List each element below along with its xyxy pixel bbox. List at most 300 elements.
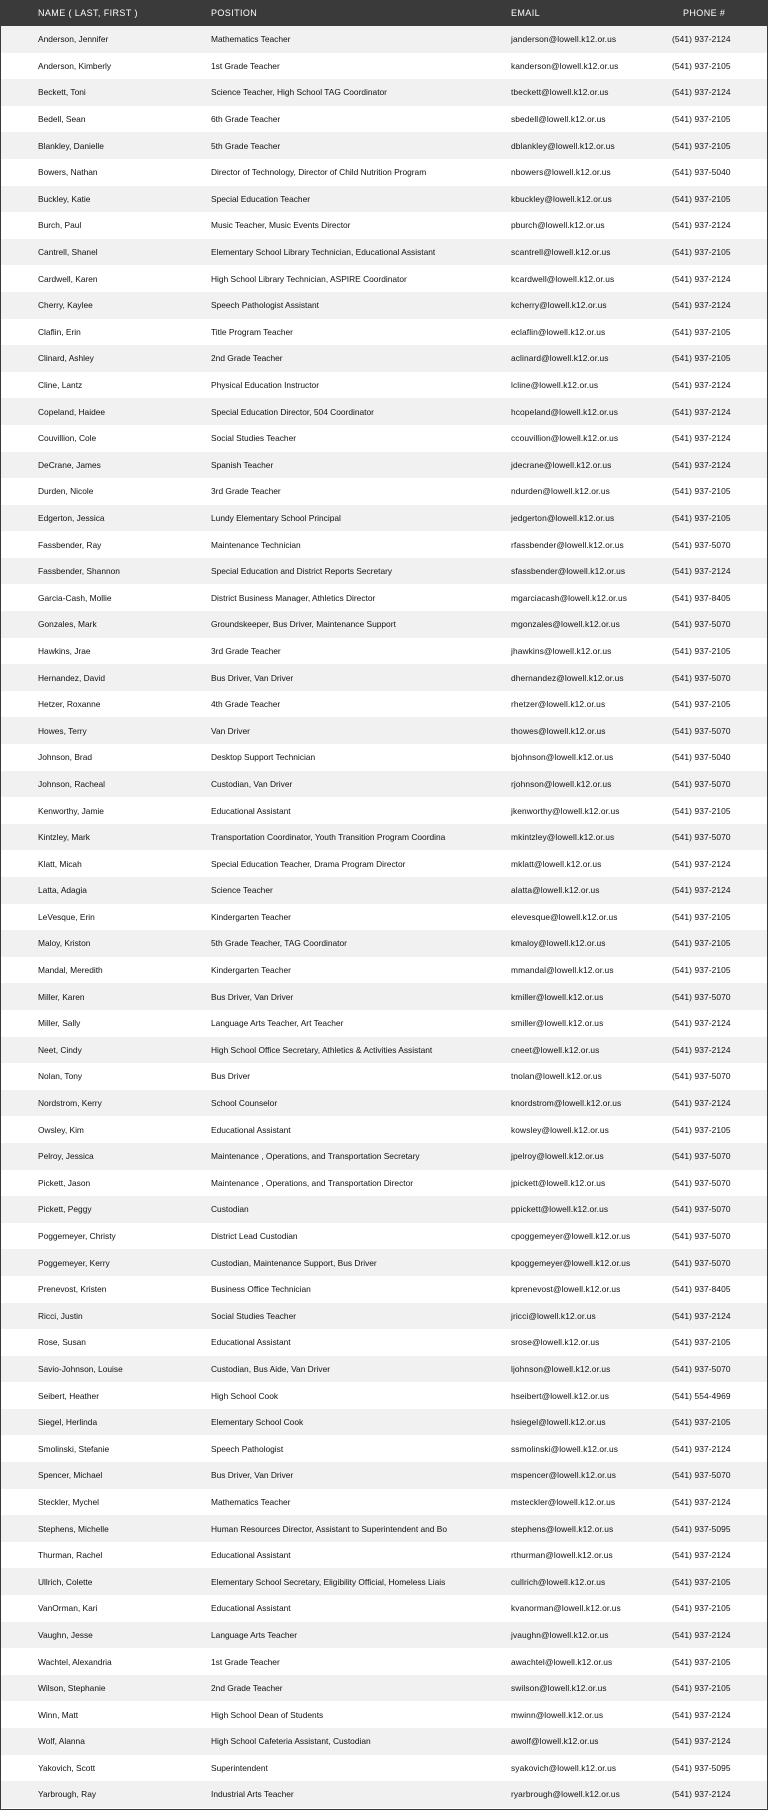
cell-email[interactable]: knordstrom@lowell.k12.or.us [511, 1098, 622, 1109]
cell-position: Science Teacher, High School TAG Coordinator [211, 87, 387, 98]
cell-position: 5th Grade Teacher [211, 140, 281, 151]
cell-phone[interactable]: (541) 937-2124 [672, 1310, 731, 1321]
table-row [0, 1037, 768, 1064]
cell-name: Nolan, Tony [38, 1071, 83, 1082]
cell-name: Pickett, Jason [38, 1177, 91, 1188]
cell-name: Copeland, Haidee [38, 406, 106, 417]
cell-phone[interactable]: (541) 937-2124 [672, 1044, 731, 1055]
cell-position: 5th Grade Teacher, TAG Coordinator [211, 938, 347, 949]
cell-position: Educational Assistant [211, 1337, 291, 1348]
cell-phone[interactable]: (541) 937-2105 [672, 486, 731, 497]
cell-email[interactable]: cneet@lowell.k12.or.us [511, 1044, 600, 1055]
table-row [0, 691, 768, 718]
cell-phone[interactable]: (541) 937-5095 [672, 1523, 731, 1534]
table-row [0, 1223, 768, 1250]
cell-email[interactable]: sbedell@lowell.k12.or.us [511, 114, 606, 125]
cell-phone[interactable]: (541) 937-5040 [672, 752, 731, 763]
cell-email[interactable]: nbowers@lowell.k12.or.us [511, 167, 611, 178]
table-body [0, 26, 768, 1808]
cell-name: Poggemeyer, Kerry [38, 1257, 110, 1268]
cell-email[interactable]: kpoggemeyer@lowell.k12.or.us [511, 1257, 631, 1268]
cell-phone[interactable]: (541) 937-2124 [672, 87, 731, 98]
cell-position: District Business Manager, Athletics Director [211, 592, 376, 603]
cell-email[interactable]: jricci@lowell.k12.or.us [511, 1310, 596, 1321]
cell-email[interactable]: aclinard@lowell.k12.or.us [511, 353, 609, 364]
cell-name: Cardwell, Karen [38, 273, 98, 284]
cell-position: Custodian, Maintenance Support, Bus Driver [211, 1257, 377, 1268]
table-header [0, 0, 768, 26]
cell-phone[interactable]: (541) 937-5070 [672, 1071, 731, 1082]
cell-name: Beckett, Toni [38, 87, 86, 98]
cell-phone[interactable]: (541) 937-2124 [672, 1789, 731, 1800]
cell-position: Kindergarten Teacher [211, 965, 291, 976]
cell-name: Cherry, Kaylee [38, 300, 93, 311]
cell-email[interactable]: mspencer@lowell.k12.or.us [511, 1470, 617, 1481]
column-header-phone[interactable]: PHONE # [683, 8, 726, 18]
table-row [0, 1755, 768, 1782]
table-row [0, 1196, 768, 1223]
cell-phone[interactable]: (541) 937-2124 [672, 300, 731, 311]
cell-phone[interactable]: (541) 937-2124 [672, 1709, 731, 1720]
cell-name: Wilson, Stephanie [38, 1683, 106, 1694]
cell-name: Seibert, Heather [38, 1390, 99, 1401]
table-row [0, 1622, 768, 1649]
cell-position: Desktop Support Technician [211, 752, 316, 763]
cell-name: Spencer, Michael [38, 1470, 103, 1481]
table-row [0, 584, 768, 611]
cell-position: Educational Assistant [211, 1550, 291, 1561]
cell-name: Yarbrough, Ray [38, 1789, 97, 1800]
cell-name: Stephens, Michelle [38, 1523, 109, 1534]
cell-position: District Lead Custodian [211, 1231, 298, 1242]
cell-phone[interactable]: (541) 937-2124 [672, 380, 731, 391]
table-row [0, 1356, 768, 1383]
table-row [0, 850, 768, 877]
cell-email[interactable]: kprenevost@lowell.k12.or.us [511, 1284, 621, 1295]
cell-email[interactable]: ppickett@lowell.k12.or.us [511, 1204, 609, 1215]
cell-phone[interactable]: (541) 937-2124 [672, 459, 731, 470]
table-row [0, 877, 768, 904]
cell-phone[interactable]: (541) 937-5070 [672, 1470, 731, 1481]
cell-name: Cantrell, Shanel [38, 247, 98, 258]
cell-phone[interactable]: (541) 937-2105 [672, 60, 731, 71]
column-header-name[interactable]: NAME ( LAST, FIRST ) [38, 8, 138, 18]
cell-phone[interactable]: (541) 937-8405 [672, 592, 731, 603]
cell-email[interactable]: ccouvillion@lowell.k12.or.us [511, 433, 619, 444]
cell-name: Winn, Matt [38, 1709, 79, 1720]
table-row [0, 744, 768, 771]
cell-position: Groundskeeper, Bus Driver, Maintenance Support [211, 619, 396, 630]
cell-email[interactable]: smiller@lowell.k12.or.us [511, 1018, 604, 1029]
cell-phone[interactable]: (541) 937-2105 [672, 326, 731, 337]
cell-phone[interactable]: (541) 937-5070 [672, 619, 731, 630]
cell-email[interactable]: ljohnson@lowell.k12.or.us [511, 1363, 611, 1374]
cell-name: Couvillion, Cole [38, 433, 97, 444]
cell-name: Johnson, Brad [38, 752, 93, 763]
cell-email[interactable]: thowes@lowell.k12.or.us [511, 725, 606, 736]
cell-name: Cline, Lantz [38, 380, 83, 391]
cell-email[interactable]: rhetzer@lowell.k12.or.us [511, 699, 606, 710]
cell-email[interactable]: mwinn@lowell.k12.or.us [511, 1709, 604, 1720]
cell-email[interactable]: mgarciacash@lowell.k12.or.us [511, 592, 628, 603]
cell-position: Transportation Coordinator, Youth Transition Program Coordina [211, 832, 446, 843]
table-row [0, 1462, 768, 1489]
table-row [0, 1515, 768, 1542]
cell-name: Fassbender, Shannon [38, 566, 120, 577]
cell-name: Pickett, Peggy [38, 1204, 92, 1215]
cell-name: Ricci, Justin [38, 1310, 83, 1321]
cell-email[interactable]: elevesque@lowell.k12.or.us [511, 911, 618, 922]
cell-phone[interactable]: (541) 937-2124 [672, 1443, 731, 1454]
cell-phone[interactable]: (541) 937-2105 [672, 1124, 731, 1135]
cell-phone[interactable]: (541) 937-2105 [672, 114, 731, 125]
cell-email[interactable]: kvanorman@lowell.k12.or.us [511, 1603, 621, 1614]
cell-name: VanOrman, Kari [38, 1603, 98, 1614]
cell-phone[interactable]: (541) 937-2105 [672, 699, 731, 710]
cell-phone[interactable]: (541) 937-2105 [672, 353, 731, 364]
table-row [0, 292, 768, 319]
cell-email[interactable]: dblankley@lowell.k12.or.us [511, 140, 615, 151]
cell-name: Claflin, Erin [38, 326, 81, 337]
cell-email[interactable]: jpickett@lowell.k12.or.us [511, 1177, 606, 1188]
cell-email[interactable]: awachtel@lowell.k12.or.us [511, 1656, 613, 1667]
cell-position: 6th Grade Teacher [211, 114, 281, 125]
cell-position: 3rd Grade Teacher [211, 645, 281, 656]
cell-email[interactable]: srose@lowell.k12.or.us [511, 1337, 600, 1348]
cell-phone[interactable]: (541) 937-2124 [672, 1629, 731, 1640]
cell-position: Bus Driver [211, 1071, 251, 1082]
cell-position: High School Cafeteria Assistant, Custodian [211, 1736, 371, 1747]
cell-name: Rose, Susan [38, 1337, 86, 1348]
cell-position: Bus Driver, Van Driver [211, 991, 294, 1002]
cell-phone[interactable]: (541) 937-2124 [672, 1098, 731, 1109]
table-row [0, 53, 768, 80]
table-row [0, 1781, 768, 1808]
table-row [0, 824, 768, 851]
cell-email[interactable]: ndurden@lowell.k12.or.us [511, 486, 610, 497]
cell-position: Social Studies Teacher [211, 433, 297, 444]
cell-position: Elementary School Cook [211, 1417, 304, 1428]
cell-email[interactable]: stephens@lowell.k12.or.us [511, 1523, 614, 1534]
cell-email[interactable]: cullrich@lowell.k12.or.us [511, 1576, 606, 1587]
cell-email[interactable]: sfassbender@lowell.k12.or.us [511, 566, 626, 577]
cell-phone[interactable]: (541) 937-2105 [672, 645, 731, 656]
cell-phone[interactable]: (541) 937-2105 [672, 911, 731, 922]
cell-email[interactable]: dhernandez@lowell.k12.or.us [511, 672, 624, 683]
table-row [0, 983, 768, 1010]
table-row [0, 1648, 768, 1675]
cell-phone[interactable]: (541) 937-2105 [672, 965, 731, 976]
cell-position: Title Program Teacher [211, 326, 293, 337]
cell-name: Wolf, Alanna [38, 1736, 85, 1747]
cell-position: Physical Education Instructor [211, 380, 319, 391]
cell-email[interactable]: tnolan@lowell.k12.or.us [511, 1071, 602, 1082]
cell-email[interactable]: awolf@lowell.k12.or.us [511, 1736, 599, 1747]
cell-phone[interactable]: (541) 937-2124 [672, 273, 731, 284]
cell-name: Hawkins, Jrae [38, 645, 91, 656]
cell-email[interactable]: mgonzales@lowell.k12.or.us [511, 619, 620, 630]
cell-phone[interactable]: (541) 937-2124 [672, 1550, 731, 1561]
table-row [0, 425, 768, 452]
cell-position: Superintendent [211, 1762, 268, 1773]
cell-email[interactable]: ssmolinski@lowell.k12.or.us [511, 1443, 619, 1454]
cell-position: Director of Technology, Director of Child Nutrition Program [211, 167, 427, 178]
cell-position: 4th Grade Teacher [211, 699, 281, 710]
cell-email[interactable]: jkenworthy@lowell.k12.or.us [511, 805, 620, 816]
cell-position: Special Education and District Reports Secretary [211, 566, 393, 577]
cell-phone[interactable]: (541) 937-2105 [672, 1603, 731, 1614]
cell-email[interactable]: rfassbender@lowell.k12.or.us [511, 539, 624, 550]
cell-name: Durden, Nicole [38, 486, 94, 497]
cell-phone[interactable]: (541) 937-5070 [672, 1177, 731, 1188]
cell-position: School Counselor [211, 1098, 278, 1109]
cell-position: Social Studies Teacher [211, 1310, 297, 1321]
cell-position: Mathematics Teacher [211, 34, 291, 45]
table-row [0, 1249, 768, 1276]
cell-position: Business Office Technician [211, 1284, 311, 1295]
cell-email[interactable]: jdecrane@lowell.k12.or.us [511, 459, 612, 470]
table-row [0, 1542, 768, 1569]
cell-phone[interactable]: (541) 937-5070 [672, 1231, 731, 1242]
cell-phone[interactable]: (541) 937-5070 [672, 725, 731, 736]
cell-email[interactable]: ryarbrough@lowell.k12.or.us [511, 1789, 620, 1800]
cell-phone[interactable]: (541) 937-5095 [672, 1762, 731, 1773]
cell-email[interactable]: jhawkins@lowell.k12.or.us [511, 645, 612, 656]
header-row [0, 0, 768, 26]
cell-phone[interactable]: (541) 937-2124 [672, 220, 731, 231]
cell-position: Special Education Director, 504 Coordinator [211, 406, 374, 417]
cell-name: Hetzer, Roxanne [38, 699, 101, 710]
table-row [0, 1409, 768, 1436]
cell-position: Custodian [211, 1204, 249, 1215]
table-row [0, 957, 768, 984]
cell-email[interactable]: kbuckley@lowell.k12.or.us [511, 193, 612, 204]
cell-position: High School Dean of Students [211, 1709, 324, 1720]
cell-phone[interactable]: (541) 937-8405 [672, 1284, 731, 1295]
table-row [0, 717, 768, 744]
cell-phone[interactable]: (541) 937-5070 [672, 778, 731, 789]
cell-name: Anderson, Kimberly [38, 60, 112, 71]
cell-position: Human Resources Director, Assistant to Superintendent and Bo [211, 1523, 448, 1534]
cell-email[interactable]: syakovich@lowell.k12.or.us [511, 1762, 617, 1773]
table-row [0, 1170, 768, 1197]
cell-email[interactable]: mkintzley@lowell.k12.or.us [511, 832, 615, 843]
cell-email[interactable]: cpoggemeyer@lowell.k12.or.us [511, 1231, 631, 1242]
cell-email[interactable]: hseibert@lowell.k12.or.us [511, 1390, 610, 1401]
cell-name: Steckler, Mychel [38, 1496, 99, 1507]
cell-position: Maintenance Technician [211, 539, 301, 550]
cell-position: 2nd Grade Teacher [211, 353, 283, 364]
cell-name: Vaughn, Jesse [38, 1629, 93, 1640]
table-row [0, 904, 768, 931]
table-row [0, 558, 768, 585]
cell-email[interactable]: kcardwell@lowell.k12.or.us [511, 273, 615, 284]
cell-phone[interactable]: (541) 937-5070 [672, 991, 731, 1002]
table-row [0, 1063, 768, 1090]
cell-name: Burch, Paul [38, 220, 82, 231]
table-row [0, 505, 768, 532]
cell-name: Garcia-Cash, Mollie [38, 592, 112, 603]
cell-name: Fassbender, Ray [38, 539, 102, 550]
cell-position: Spanish Teacher [211, 459, 274, 470]
cell-phone[interactable]: (541) 937-2124 [672, 1736, 731, 1747]
cell-name: Neet, Cindy [38, 1044, 82, 1055]
cell-name: Mandal, Meredith [38, 965, 103, 976]
cell-phone[interactable]: (541) 937-2124 [672, 1496, 731, 1507]
cell-phone[interactable]: (541) 937-2105 [672, 1417, 731, 1428]
table-row [0, 1568, 768, 1595]
table-row [0, 797, 768, 824]
table-row [0, 1010, 768, 1037]
cell-name: Johnson, Racheal [38, 778, 106, 789]
table-row [0, 1728, 768, 1755]
cell-position: Educational Assistant [211, 1603, 291, 1614]
table-row [0, 1090, 768, 1117]
cell-phone[interactable]: (541) 937-2105 [672, 193, 731, 204]
cell-phone[interactable]: (541) 937-2105 [672, 140, 731, 151]
cell-email[interactable]: kanderson@lowell.k12.or.us [511, 60, 619, 71]
table-row [0, 398, 768, 425]
table-row [0, 478, 768, 505]
cell-position: Music Teacher, Music Events Director [211, 220, 351, 231]
cell-name: Owsley, Kim [38, 1124, 84, 1135]
cell-position: Maintenance , Operations, and Transportation Secretary [211, 1151, 420, 1162]
cell-phone[interactable]: (541) 937-5070 [672, 539, 731, 550]
cell-name: Pelroy, Jessica [38, 1151, 94, 1162]
cell-phone[interactable]: (541) 937-2105 [672, 247, 731, 258]
cell-position: High School Cook [211, 1390, 279, 1401]
cell-phone[interactable]: (541) 937-5040 [672, 167, 731, 178]
cell-name: Bowers, Nathan [38, 167, 98, 178]
cell-email[interactable]: kmiller@lowell.k12.or.us [511, 991, 604, 1002]
cell-position: Speech Pathologist Assistant [211, 300, 320, 311]
cell-email[interactable]: janderson@lowell.k12.or.us [511, 34, 617, 45]
table-row [0, 1489, 768, 1516]
column-header-position[interactable]: POSITION [211, 8, 258, 18]
cell-email[interactable]: scantrell@lowell.k12.or.us [511, 247, 611, 258]
cell-position: Van Driver [211, 725, 250, 736]
column-header-email[interactable]: EMAIL [511, 8, 541, 18]
cell-email[interactable]: kowsley@lowell.k12.or.us [511, 1124, 609, 1135]
cell-email[interactable]: mmandal@lowell.k12.or.us [511, 965, 614, 976]
cell-email[interactable]: lcline@lowell.k12.or.us [511, 380, 599, 391]
cell-email[interactable]: jvaughn@lowell.k12.or.us [511, 1629, 609, 1640]
cell-phone[interactable]: (541) 937-2105 [672, 938, 731, 949]
cell-name: Clinard, Ashley [38, 353, 94, 364]
cell-phone[interactable]: (541) 937-2105 [672, 1656, 731, 1667]
cell-name: Kenworthy, Jamie [38, 805, 104, 816]
cell-position: Mathematics Teacher [211, 1496, 291, 1507]
cell-phone[interactable]: (541) 937-2105 [672, 512, 731, 523]
cell-name: Latta, Adagia [38, 885, 87, 896]
cell-phone[interactable]: (541) 937-5070 [672, 832, 731, 843]
cell-phone[interactable]: (541) 937-5070 [672, 672, 731, 683]
cell-email[interactable]: hcopeland@lowell.k12.or.us [511, 406, 619, 417]
cell-email[interactable]: bjohnson@lowell.k12.or.us [511, 752, 614, 763]
cell-phone[interactable]: (541) 937-2105 [672, 1337, 731, 1348]
cell-email[interactable]: alatta@lowell.k12.or.us [511, 885, 600, 896]
cell-name: Savio-Johnson, Louise [38, 1363, 123, 1374]
cell-email[interactable]: swilson@lowell.k12.or.us [511, 1683, 607, 1694]
cell-phone[interactable]: (541) 937-2124 [672, 566, 731, 577]
cell-position: Elementary School Library Technician, Educational Assistant [211, 247, 436, 258]
cell-name: Blankley, Danielle [38, 140, 104, 151]
cell-phone[interactable]: (541) 937-5070 [672, 1204, 731, 1215]
cell-position: Special Education Teacher [211, 193, 311, 204]
cell-name: LeVesque, Erin [38, 911, 95, 922]
cell-phone[interactable]: (541) 937-5070 [672, 1363, 731, 1374]
cell-phone[interactable]: (541) 937-2124 [672, 433, 731, 444]
cell-email[interactable]: eclaflin@lowell.k12.or.us [511, 326, 606, 337]
table-row [0, 1276, 768, 1303]
cell-position: Educational Assistant [211, 1124, 291, 1135]
table-row [0, 106, 768, 133]
table-row [0, 265, 768, 292]
table-row [0, 1382, 768, 1409]
table-row [0, 79, 768, 106]
cell-position: 3rd Grade Teacher [211, 486, 281, 497]
cell-email[interactable]: msteckler@lowell.k12.or.us [511, 1496, 616, 1507]
cell-phone[interactable]: (541) 937-2105 [672, 1683, 731, 1694]
cell-position: Language Arts Teacher, Art Teacher [211, 1018, 344, 1029]
table-row [0, 664, 768, 691]
cell-position: Bus Driver, Van Driver [211, 672, 294, 683]
cell-email[interactable]: mklatt@lowell.k12.or.us [511, 858, 602, 869]
cell-email[interactable]: rthurman@lowell.k12.or.us [511, 1550, 613, 1561]
cell-name: Yakovich, Scott [38, 1762, 96, 1773]
cell-name: Buckley, Katie [38, 193, 91, 204]
cell-phone[interactable]: (541) 937-2124 [672, 885, 731, 896]
cell-phone[interactable]: (541) 937-5070 [672, 1151, 731, 1162]
cell-email[interactable]: jpelroy@lowell.k12.or.us [511, 1151, 604, 1162]
table-row [0, 771, 768, 798]
cell-phone[interactable]: (541) 937-2105 [672, 805, 731, 816]
cell-name: Anderson, Jennifer [38, 34, 109, 45]
cell-name: Siegel, Herlinda [38, 1417, 98, 1428]
cell-email[interactable]: kcherry@lowell.k12.or.us [511, 300, 607, 311]
cell-position: High School Library Technician, ASPIRE Coordinator [211, 273, 407, 284]
cell-name: Prenevost, Kristen [38, 1284, 107, 1295]
cell-email[interactable]: pburch@lowell.k12.or.us [511, 220, 605, 231]
cell-email[interactable]: hsiegel@lowell.k12.or.us [511, 1417, 606, 1428]
cell-email[interactable]: tbeckett@lowell.k12.or.us [511, 87, 609, 98]
table-row [0, 1329, 768, 1356]
cell-position: Kindergarten Teacher [211, 911, 291, 922]
table-row [0, 1303, 768, 1330]
cell-name: Edgerton, Jessica [38, 512, 105, 523]
cell-position: Science Teacher [211, 885, 273, 896]
cell-email[interactable]: rjohnson@lowell.k12.or.us [511, 778, 612, 789]
cell-phone[interactable]: (541) 937-2105 [672, 1576, 731, 1587]
cell-phone[interactable]: (541) 937-2124 [672, 858, 731, 869]
cell-name: Klatt, Micah [38, 858, 82, 869]
cell-phone[interactable]: (541) 937-5070 [672, 1257, 731, 1268]
cell-position: Special Education Teacher, Drama Program Director [211, 858, 406, 869]
cell-phone[interactable]: (541) 937-2124 [672, 1018, 731, 1029]
cell-name: Thurman, Rachel [38, 1550, 103, 1561]
cell-phone[interactable]: (541) 937-2124 [672, 34, 731, 45]
table-row [0, 319, 768, 346]
table-row [0, 1595, 768, 1622]
cell-email[interactable]: jedgerton@lowell.k12.or.us [511, 512, 615, 523]
table-row [0, 212, 768, 239]
cell-email[interactable]: kmaloy@lowell.k12.or.us [511, 938, 606, 949]
cell-phone[interactable]: (541) 554-4969 [672, 1390, 731, 1401]
cell-phone[interactable]: (541) 937-2124 [672, 406, 731, 417]
cell-position: Custodian, Van Driver [211, 778, 293, 789]
cell-name: DeCrane, James [38, 459, 101, 470]
cell-position: 2nd Grade Teacher [211, 1683, 283, 1694]
